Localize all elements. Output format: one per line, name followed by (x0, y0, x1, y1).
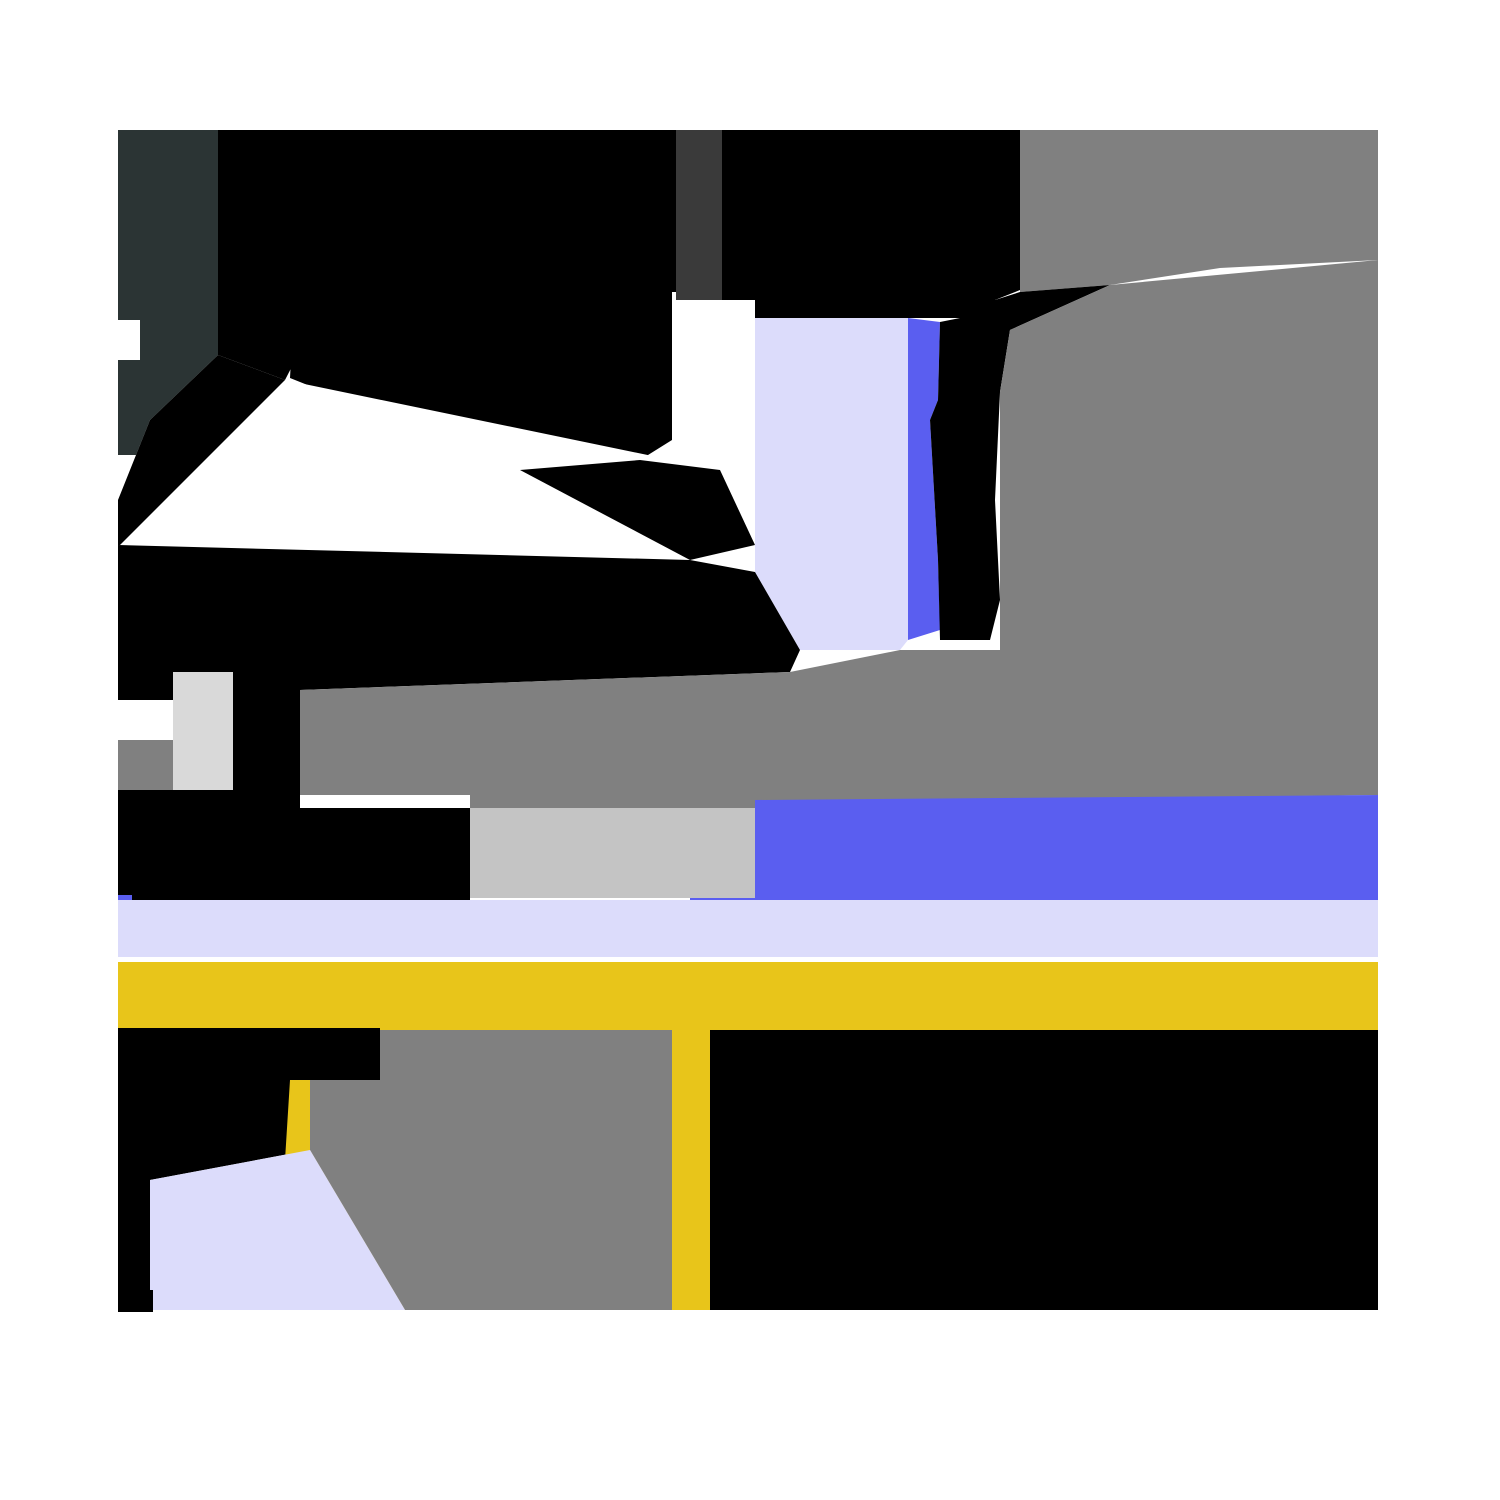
top-right-gray-wedge (1020, 130, 1378, 292)
light-gray-plate (470, 808, 755, 898)
gold-lower-left-hook (285, 1080, 405, 1310)
triangle-shadow-wedge (520, 460, 755, 560)
upper-left-dark-block (118, 130, 218, 500)
blue-wide-band (755, 795, 1378, 900)
gold-vertical-stem (672, 1030, 710, 1310)
upper-left-black-column (218, 130, 303, 380)
white-triangle-flag-edge (120, 380, 290, 545)
small-pale-square (173, 672, 233, 790)
mid-gray-body (300, 650, 1000, 808)
blue-vertical-bar (908, 318, 940, 640)
periwinkle-wide-band (118, 900, 1378, 957)
upper-center-black-panel (290, 130, 672, 470)
periwinkle-triangle (150, 1150, 405, 1310)
top-dark-gray-strip (676, 130, 722, 300)
left-edge-notch (118, 320, 140, 360)
small-gray-foot (118, 740, 173, 790)
mid-left-white-notch (118, 700, 173, 740)
bottom-left-black-baseline (118, 1290, 153, 1312)
periwinkle-vertical-panel (755, 318, 908, 650)
upper-right-black-panel (600, 130, 676, 292)
top-wide-black-band (722, 130, 1020, 318)
blue-notch-left (690, 898, 755, 912)
gold-horizontal-bar (118, 962, 1378, 1032)
left-under-wedge (118, 355, 285, 545)
black-speckle-column (930, 318, 960, 640)
lower-black-field (710, 1030, 1378, 1310)
blue-notch-edge (118, 895, 132, 913)
right-gray-field (1000, 260, 1378, 800)
white-triangle-flag (120, 380, 720, 545)
mid-left-black-mass (118, 545, 800, 900)
left-edge-notch-2 (118, 455, 140, 500)
lower-gray-column (310, 1030, 672, 1310)
lower-left-black-block (118, 1028, 380, 1310)
right-black-connector (960, 285, 1110, 640)
